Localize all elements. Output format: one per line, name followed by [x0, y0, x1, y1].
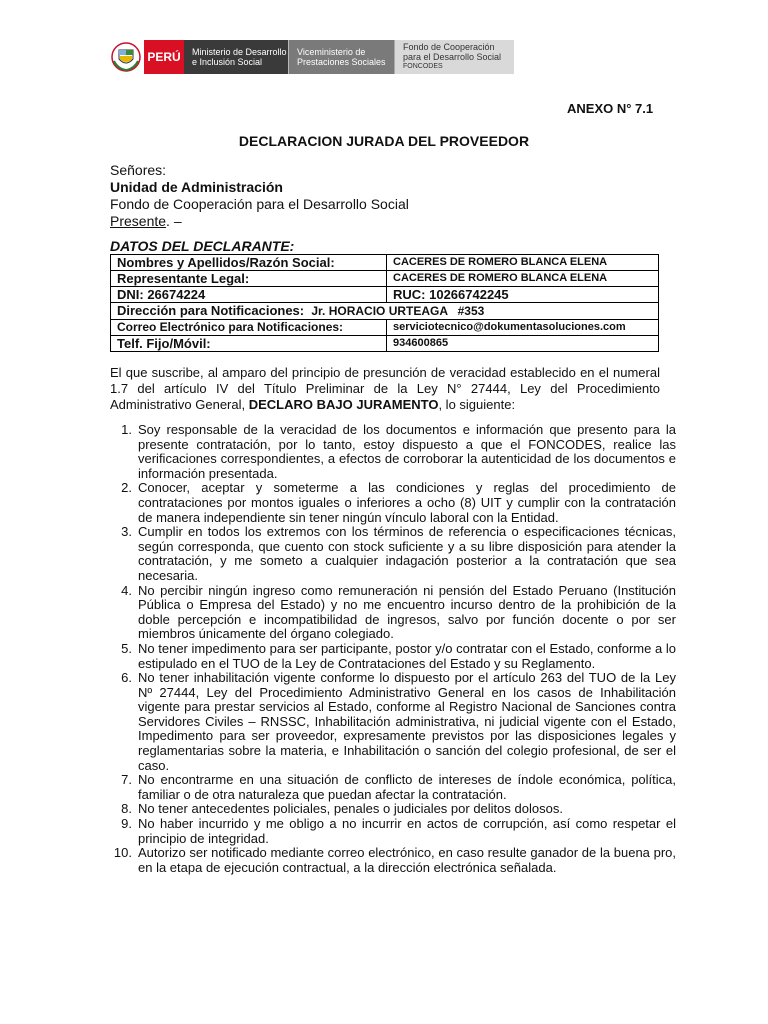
- address-value: Jr. HORACIO URTEAGA #353: [311, 304, 485, 318]
- table-row: [111, 336, 659, 352]
- list-item: 5. No tener impedimento para ser participante, postor y/o contratar con el Estado, conforme a lo estipulado en el TUO de la Ley de Contrataciones del Estado y su Reglamento.: [121, 640, 676, 671]
- address-label: Dirección para Notificaciones:: [117, 303, 305, 318]
- salutation: Señores:: [110, 162, 167, 178]
- list-item: 6. No tener inhabilitación vigente conforme lo dispuesto por el artículo 263 del TUO de la Ley Nº 27444, Ley del Procedimiento Administrativo General en los casos de Inhabilitación vigente para prestar servicios al Estado, conforme al Registro Nacional de Sanciones contra Servidores Civiles – RNSSC, Inhabilitación administrativa, ni judicial vigente con el Estado, Impedimento para ser proveedor, expresamente previstos por las disposiciones legales y reglamentarias sobre la materia, e Inhabilitación o sanción del colegio profesional, de ser el caso.: [121, 670, 676, 773]
- list-item: 1. Soy responsable de la veracidad de los documentos e información que presento para la presente contratación, por lo tanto, estoy dispuesto a que el FONCODES, realice las verificaciones correspondientes, a efectos de corroborar la autenticidad de los documentos e información presentada.: [121, 422, 676, 481]
- addressee-block: [110, 162, 409, 230]
- declarant-table: [110, 254, 659, 352]
- list-item: 9. No haber incurrido y me obligo a no incurrir en actos de corrupción, así como respetar el principio de integridad.: [121, 816, 676, 846]
- document-title: DECLARACION JURADA DEL PROVEEDOR: [238, 133, 530, 149]
- table-row: [111, 255, 659, 271]
- list-item: 10. Autorizo ser notificado mediante correo electrónico, en caso resulte ganador de la buena pro, en la etapa de ejecución contractual, a la dirección electrónica señalada.: [113, 845, 676, 875]
- country-label: PERÚ: [144, 40, 184, 74]
- email-value: serviciotecnico@dokumentasoluciones.com: [387, 320, 659, 336]
- ruc-cell: RUC: 10266742245: [387, 287, 659, 303]
- phone-value: 934600865: [387, 336, 659, 352]
- name-label: Nombres y Apellidos/Razón Social:: [111, 255, 387, 271]
- header-banner: [108, 40, 514, 74]
- name-value: CACERES DE ROMERO BLANCA ELENA: [387, 255, 659, 271]
- annex-number: ANEXO N° 7.1: [567, 101, 654, 116]
- addressee-unit: Unidad de Administración: [110, 179, 283, 195]
- table-row: [111, 287, 659, 303]
- foncodes-label: Fondo de Cooperación para el Desarrollo Social FONCODES: [394, 40, 514, 74]
- addressee-org: Fondo de Cooperación para el Desarrollo Social: [110, 196, 409, 212]
- phone-label: Telf. Fijo/Móvil:: [111, 336, 387, 352]
- vice-ministry-label: Viceministerio de Prestaciones Sociales: [288, 40, 394, 74]
- ministry-label: Ministerio de Desarrollo e Inclusión Social: [184, 40, 288, 74]
- email-label: Correo Electrónico para Notificaciones:: [111, 320, 387, 336]
- address-row: [111, 303, 659, 320]
- dni-cell: DNI: 26674224: [111, 287, 387, 303]
- table-row: [111, 320, 659, 336]
- declarant-data-heading: DATOS DEL DECLARANTE:: [110, 238, 295, 254]
- list-item: 3. Cumplir en todos los extremos con los términos de referencia o especificaciones técnicas, según corresponda, que cuento con stock suficiente y a su libre disposición para atender la contratación, y me someto a cualquier indagación posterior a la contratación que sea necesaria.: [121, 524, 676, 583]
- present-line: Presente. –: [110, 213, 182, 229]
- list-item: 8. No tener antecedentes policiales, penales o judiciales por delitos dolosos.: [121, 801, 563, 817]
- list-item: 4. No percibir ningún ingreso como remuneración ni pensión del Estado Peruano (Institución Pública o Empresa del Estado) y no me encuentro incurso dentro de la prohibición de la doble percepción e incompatibilidad de ingresos, salvo por función docente o por ser miembros únicamente del órgano colegiado.: [121, 582, 676, 642]
- list-item: 7. No encontrarme en una situación de conflicto de intereses de índole económica, política, familiar o de otra naturaleza que puedan afectar la contratación.: [121, 772, 676, 802]
- legal-rep-label: Representante Legal:: [111, 271, 387, 287]
- declaration-list: [110, 423, 676, 875]
- coat-of-arms-icon: [108, 40, 144, 74]
- list-item: 2. Conocer, aceptar y someterme a las condiciones y reglas del procedimiento de contrataciones por montos iguales o inferiores a ocho (8) UIT y cumplir con la contratación de manera independiente sin tener ningún vínculo laboral con la Entidad.: [121, 480, 676, 525]
- table-row: [111, 303, 659, 320]
- legal-rep-value: CACERES DE ROMERO BLANCA ELENA: [387, 271, 659, 287]
- intro-paragraph: El que suscribe, al amparo del principio de presunción de veracidad establecido en el numeral 1.7 del artículo IV del Título Preliminar de la Ley N° 27444, Ley del Procedimiento Administrativo General, DECLARO BAJO JURAMENTO, lo siguiente:: [110, 365, 660, 412]
- table-row: [111, 271, 659, 287]
